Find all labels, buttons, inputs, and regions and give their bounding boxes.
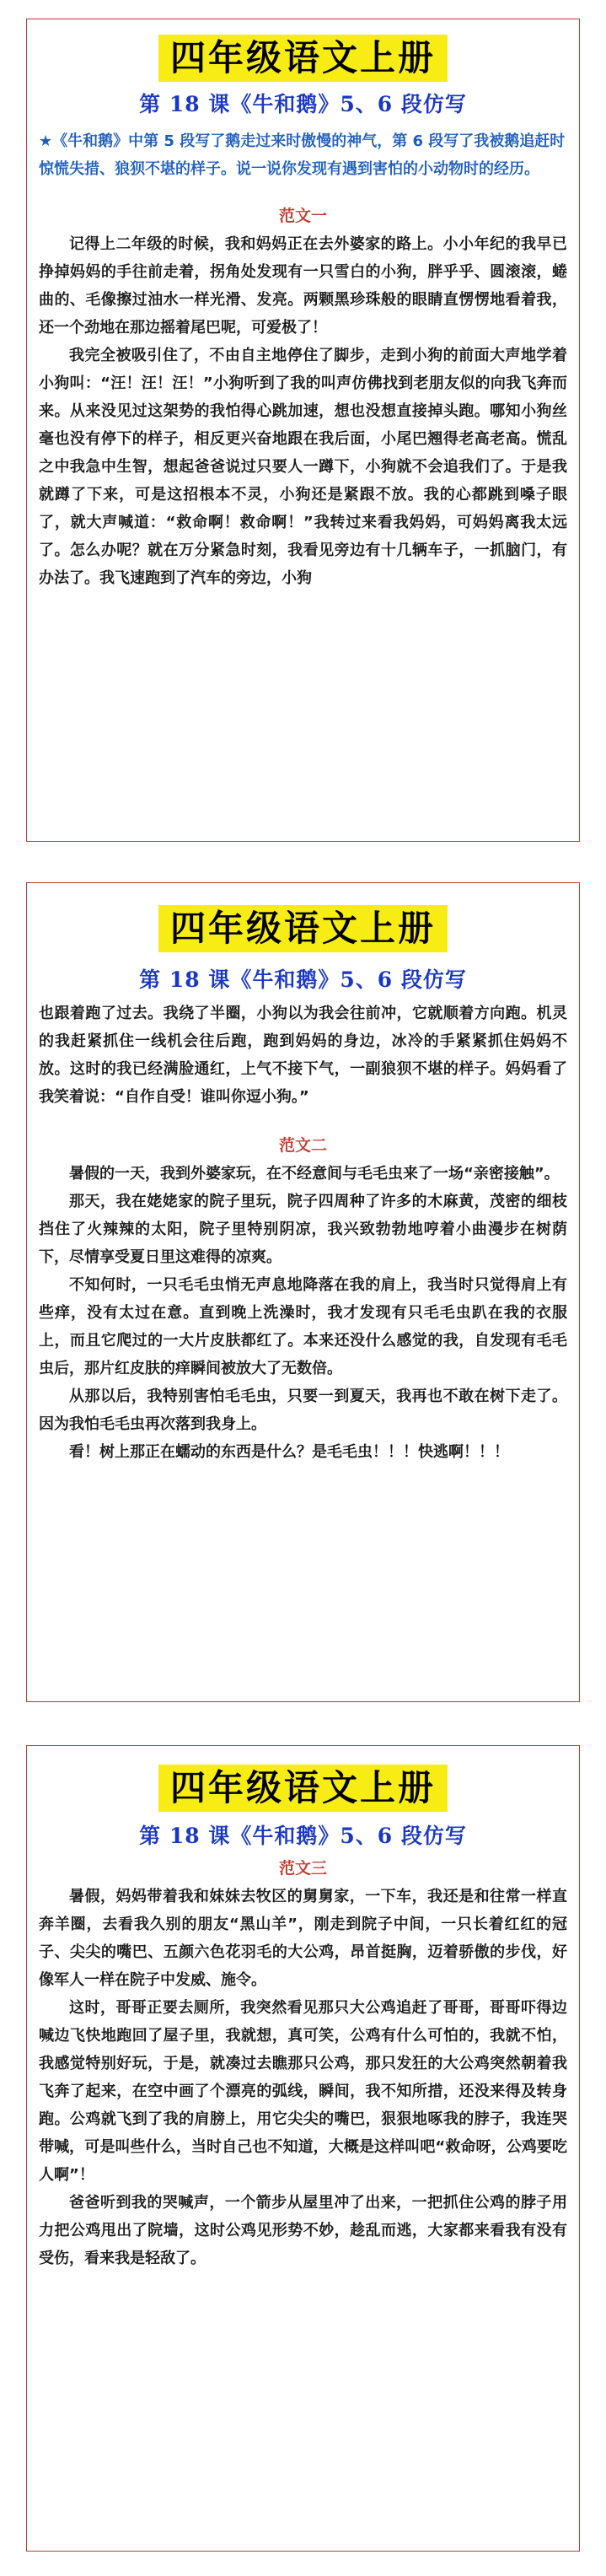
page-2 [26, 882, 580, 1702]
page-3 [26, 1745, 580, 2552]
section-heading: 范文三 [278, 1859, 327, 1878]
lesson-subtitle: 第 18 课《牛和鹅》5、6 段仿写 [139, 92, 467, 116]
lesson-subtitle: 第 18 课《牛和鹅》5、6 段仿写 [139, 967, 467, 992]
page-1 [26, 19, 580, 842]
paragraph: 不知何时，一只毛毛虫悄无声息地降落在我的肩上，我当时只觉得肩上有些痒，没有太过在意。直到晚上洗澡时，我才发现有只毛毛虫趴在我的衣服上，而且它爬过的一大片皮肤都红了。本来还没什么感觉的我，自发现有毛毛虫后，那片红皮肤的痒瞬间被放大了无数倍。 [39, 1276, 567, 1377]
essay-body [27, 1000, 579, 1111]
paragraph-continued: 也跟着跑了过去。我绕了半圈，小狗以为我会往前冲，它就顺着方向跑。机灵的我赶紧抓住一线机会往后跑，跑到妈妈的身边，冰冷的手紧紧抓住妈妈不放。这时的我已经满脸通红，上气不接下气，一副狼狈不堪的样子。妈妈看了我笑着说：“自作自受！谁叫你逗小狗。” [39, 1005, 567, 1106]
paragraph: 暑假的一天，我到外婆家玩，在不经意间与毛毛虫来了一场“亲密接触”。 [69, 1165, 560, 1183]
paragraph: 这时，哥哥正要去厕所，我突然看见那只大公鸡追赶了哥哥，哥哥吓得边喊边飞快地跑回了屋子里，我就想，真可笑，公鸡有什么可怕的，我就不怕，我感觉特别好玩，于是，就凑过去瞧那只公鸡，那只发狂的大公鸡突然朝着我飞奔了起来，在空中画了个漂亮的弧线，瞬间，我不知所措，还没来得及转身跑。公鸡就飞到了我的肩膀上，用它尖尖的嘴巴，狠狠地啄我的脖子，我连哭带喊，可是叫些什么，当时自己也不知道，大概是这样叫吧“救命呀，公鸡要吃人啊”！ [39, 1999, 567, 2184]
section-heading: 范文一 [278, 207, 327, 225]
lesson-subtitle: 第 18 课《牛和鹅》5、6 段仿写 [139, 1824, 467, 1848]
title-banner: 四年级语文上册 [158, 35, 448, 82]
essay-body [27, 1160, 579, 1466]
paragraph: 看！树上那正在蠕动的东西是什么？是毛毛虫！！！快逃啊！！！ [69, 1443, 509, 1461]
paragraph: 记得上二年级的时候，我和妈妈正在去外婆家的路上。小小年纪的我早已挣掉妈妈的手往前走着，拐角处发现有一只雪白的小狗，胖乎乎、圆滚滚，蜷曲的、毛像擦过油水一样光滑、发亮。两颗黑珍珠般的眼睛直愣愣地看着我，还一个劲地在那边摇着尾巴呢，可爱极了！ [39, 235, 567, 337]
title-banner: 四年级语文上册 [158, 905, 448, 952]
section-heading: 范文二 [278, 1136, 327, 1155]
paragraph: 那天，我在姥姥家的院子里玩，院子四周种了许多的木麻黄，茂密的细枝挡住了火辣辣的太阳，院子里特别阴凉，我兴致勃勃地哼着小曲漫步在树荫下，尽情享受夏日里这难得的凉爽。 [39, 1193, 567, 1266]
intro-prompt: ★《牛和鹅》中第 5 段写了鹅走过来时傲慢的神气，第 6 段写了我被鹅追赶时惊慌失措、狼狈不堪的样子。说一说你发现有遇到害怕的小动物时的经历。 [39, 132, 566, 178]
paragraph: 暑假，妈妈带着我和妹妹去牧区的舅舅家，一下车，我还是和往常一样直奔羊圈，去看我久别的朋友“黑山羊”，刚走到院子中间，一只长着红红的冠子、尖尖的嘴巴、五颜六色花羽毛的大公鸡，昂首挺胸，迈着骄傲的步伐，好像军人一样在院子中发威、施令。 [39, 1888, 567, 1989]
paragraph: 从那以后，我特别害怕毛毛虫，只要一到夏天，我再也不敢在树下走了。因为我怕毛毛虫再次落到我身上。 [39, 1388, 567, 1433]
essay-body [27, 1883, 579, 2272]
paragraph: 爸爸听到我的哭喊声，一个箭步从屋里冲了出来，一把抓住公鸡的脖子用力把公鸡甩出了院墙，这时公鸡见形势不妙，趁乱而逃，大家都来看我有没有受伤，看来我是轻敌了。 [39, 2194, 567, 2267]
essay-body [27, 230, 579, 592]
title-banner: 四年级语文上册 [158, 1765, 448, 1812]
paragraph: 我完全被吸引住了，不由自主地停住了脚步，走到小狗的前面大声地学着小狗叫：“汪！汪！汪！”小狗听到了我的叫声仿佛找到老朋友似的向我飞奔而来。从来没见过这架势的我怕得心跳加速，想也没想直接掉头跑。哪知小狗丝毫也没有停下的样子，相反更兴奋地跟在我后面，小尾巴翘得老高老高。慌乱之中我急中生智，想起爸爸说过只要人一蹲下，小狗就不会追我们了。于是我就蹲了下来，可是这招根本不灵，小狗还是紧跟不放。我的心都跳到嗓子眼了，就大声喊道：“救命啊！救命啊！”我转过来看我妈妈，可妈妈离我太远了。怎么办呢？就在万分紧急时刻，我看见旁边有十几辆车子，一抓脑门，有办法了。我飞速跑到了汽车的旁边，小狗 [39, 347, 567, 587]
